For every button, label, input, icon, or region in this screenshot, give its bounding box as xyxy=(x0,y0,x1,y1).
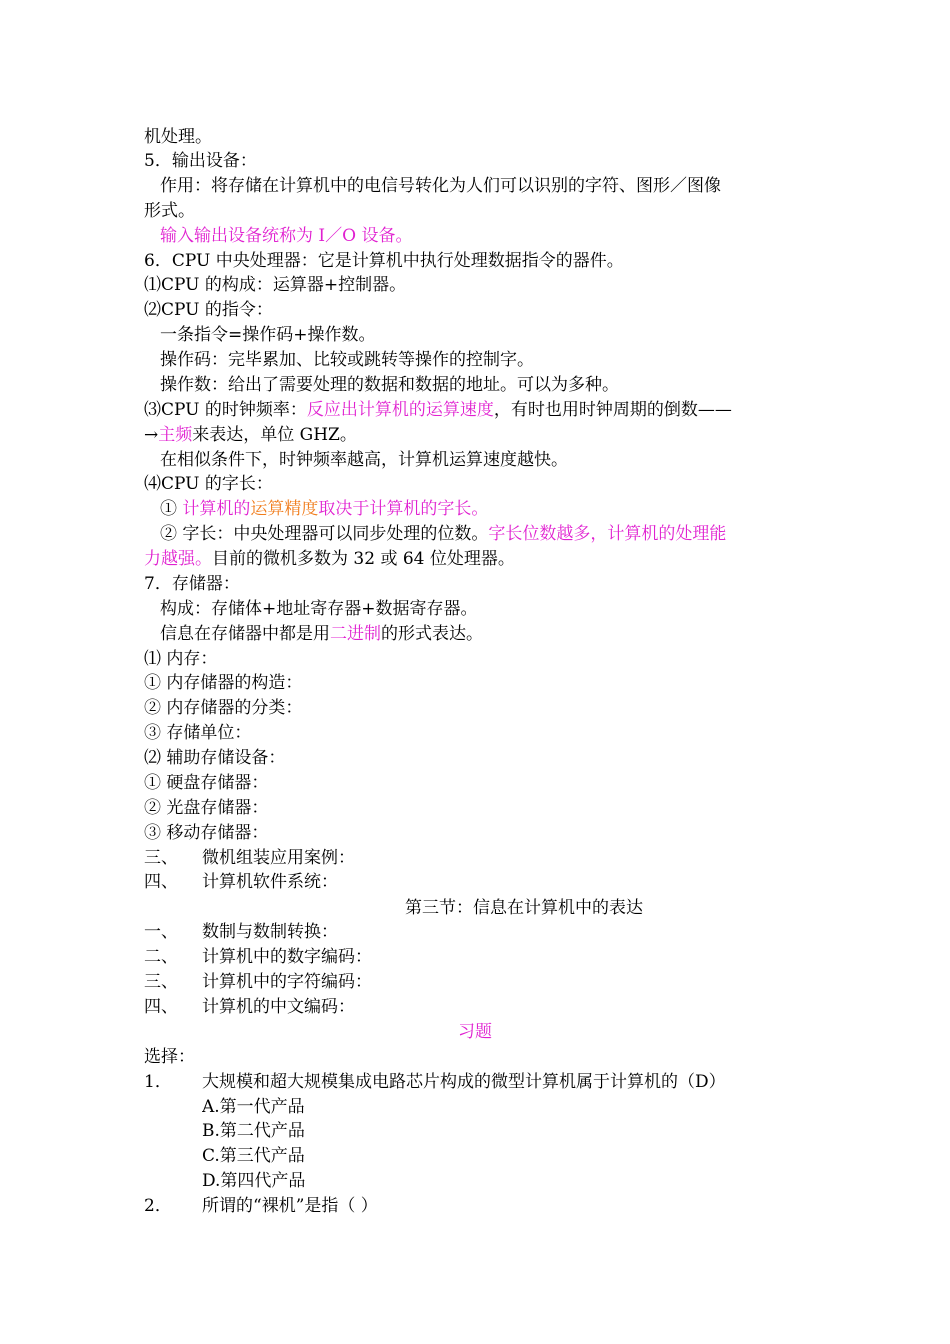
list-item: ② 光盘存储器： xyxy=(144,798,269,818)
answer-option: D.第四代产品 xyxy=(202,1171,306,1191)
section-number: 二、 xyxy=(144,947,178,967)
section-text: 计算机中的数字编码： xyxy=(202,947,372,967)
section-text: 计算机的中文编码： xyxy=(202,997,355,1017)
section3-title: 第三节：信息在计算机中的表达 xyxy=(405,898,643,918)
text-line: 形式。 xyxy=(144,201,195,221)
section3-item xyxy=(144,995,814,1020)
text-line: ⑵CPU 的指令： xyxy=(144,300,273,320)
section-number: 三、 xyxy=(144,848,178,868)
text-line-frequency xyxy=(144,423,814,448)
text-run: ② 字长：中央处理器可以同步处理的位数。 xyxy=(160,524,489,544)
list-item: ① 内存储器的构造： xyxy=(144,673,303,693)
section-item xyxy=(144,846,814,871)
text-run: ① xyxy=(160,499,177,519)
section3-item xyxy=(144,970,814,995)
text-run: ，有时也用时钟周期的倒数—— xyxy=(493,400,732,420)
highlight-run: 字长位数越多，计算机的处理能 xyxy=(488,524,727,544)
section-number: 四、 xyxy=(144,997,178,1017)
text-line: 机处理。 xyxy=(144,127,212,147)
arrow-glyph: → xyxy=(144,425,159,445)
section-number: 一、 xyxy=(144,922,178,942)
question-text: 所谓的“裸机”是指（ ） xyxy=(202,1196,378,1216)
question-item xyxy=(144,1070,814,1095)
section-text: 数制与数制转换： xyxy=(202,922,338,942)
highlight-run: 反应出计算机的运算速度 xyxy=(306,400,494,420)
text-line: 在相似条件下，时钟频率越高，计算机运算速度越快。 xyxy=(160,450,568,470)
section-text: 计算机软件系统： xyxy=(202,872,338,892)
text-line: 作用：将存储在计算机中的电信号转化为人们可以识别的字符、图形／图像 xyxy=(160,176,721,196)
text-line: 构成：存储体+地址寄存器+数据寄存器。 xyxy=(160,599,478,619)
section-text: 计算机中的字符编码： xyxy=(202,972,372,992)
highlight-run: 主频 xyxy=(158,425,193,445)
text-run: 信息在存储器中都是用 xyxy=(160,624,330,644)
list-item: ③ 移动存储器： xyxy=(144,823,269,843)
text-line-precision xyxy=(160,497,830,522)
text-run: 的形式表达。 xyxy=(381,624,483,644)
text-run: 来表达，单位 GHZ。 xyxy=(192,425,357,445)
text-line: ⑴CPU 的构成：运算器+控制器。 xyxy=(144,275,407,295)
heading-storage: 7．存储器： xyxy=(144,574,240,594)
text-line xyxy=(160,622,830,647)
question-number: 2． xyxy=(144,1196,172,1216)
highlight-run-orange: 运算精度 xyxy=(250,499,319,519)
text-line: 一条指令=操作码+操作数。 xyxy=(160,325,376,345)
text-line-clock xyxy=(144,398,814,423)
highlight-run: 取决于计算机的字长。 xyxy=(318,499,489,519)
answer-option: C.第三代产品 xyxy=(202,1146,305,1166)
list-item: ② 内存储器的分类： xyxy=(144,698,303,718)
heading-output-devices: 5．输出设备： xyxy=(144,151,257,171)
section-number: 四、 xyxy=(144,872,178,892)
answer-option: A.第一代产品 xyxy=(202,1097,305,1117)
list-item: ① 硬盘存储器： xyxy=(144,773,269,793)
text-line-wordsize xyxy=(160,522,810,547)
section-text: 微机组装应用案例： xyxy=(202,848,355,868)
exercise-title: 习题 xyxy=(458,1022,492,1042)
heading-cpu: 6．CPU 中央处理器：它是计算机中执行处理数据指令的器件。 xyxy=(144,251,624,271)
text-line: ⑵ 辅助存储设备： xyxy=(144,748,286,768)
text-line xyxy=(144,547,814,572)
section-item xyxy=(144,870,814,895)
list-item: ③ 存储单位： xyxy=(144,723,252,743)
section3-item xyxy=(144,920,814,945)
section3-item xyxy=(144,945,814,970)
text-line: 操作码：完毕累加、比较或跳转等操作的控制字。 xyxy=(160,350,534,370)
question-text: 大规模和超大规模集成电路芯片构成的微型计算机属于计算机的（D） xyxy=(202,1072,726,1092)
question-item xyxy=(144,1194,814,1219)
highlight-run: 二进制 xyxy=(330,624,381,644)
exercise-label: 选择： xyxy=(144,1047,195,1067)
text-line: 操作数：给出了需要处理的数据和数据的地址。可以为多种。 xyxy=(160,375,619,395)
text-run: 目前的微机多数为 32 或 64 位处理器。 xyxy=(212,549,515,569)
highlight-run: 力越强。 xyxy=(144,549,212,569)
section-number: 三、 xyxy=(144,972,178,992)
answer-option: B.第二代产品 xyxy=(202,1121,305,1141)
text-line: ⑴ 内存： xyxy=(144,649,218,669)
text-run: ⑶CPU 的时钟频率： xyxy=(144,400,307,420)
highlight-run: 计算机的 xyxy=(182,499,251,519)
question-number: 1． xyxy=(144,1072,172,1092)
text-line: ⑷CPU 的字长： xyxy=(144,474,273,494)
highlight-io-note: 输入输出设备统称为 I／O 设备。 xyxy=(160,226,413,246)
